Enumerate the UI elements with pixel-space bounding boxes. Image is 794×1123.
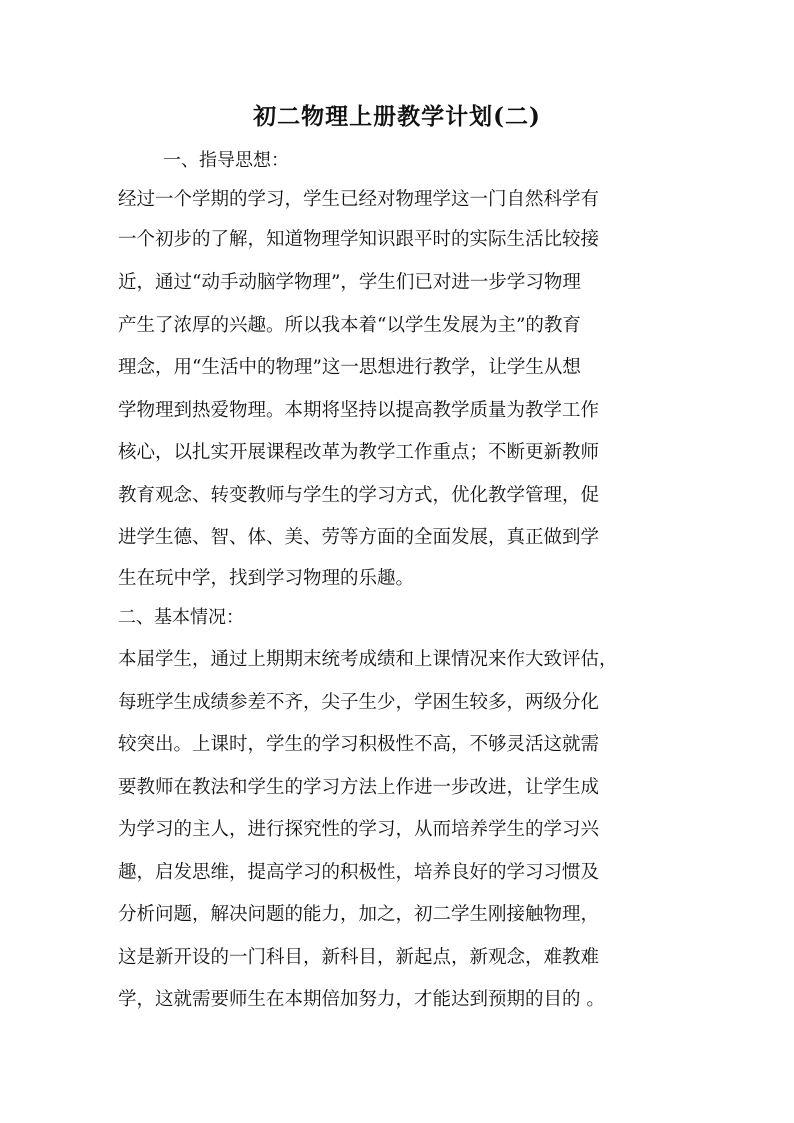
paragraph-line: 近，通过“动手动脑学物理”，学生们已对进一步学习物理 <box>118 272 581 293</box>
paragraph-line: 学物理到热爱物理。本期将坚持以提高教学质量为教学工作 <box>118 400 600 421</box>
paragraph-line: 核心，以扎实开展课程改革为教学工作重点；不断更新教师 <box>118 442 600 463</box>
paragraph-line: 本届学生，通过上期期末统考成绩和上课情况来作大致评估， <box>118 649 618 670</box>
paragraph-line: 一个初步的了解，知道物理学知识跟平时的实际生活比较接 <box>118 229 600 250</box>
paragraph-line: 每班学生成绩参差不齐，尖子生少，学困生较多，两级分化 <box>118 692 600 713</box>
paragraph-line: 学，这就需要师生在本期倍加努力，才能达到预期的目的 。 <box>118 989 605 1010</box>
paragraph-line: 生在玩中学，找到学习物理的乐趣。 <box>118 568 415 589</box>
paragraph-line: 教育观念、转变教师与学生的学习方式，优化教学管理，促 <box>118 485 600 506</box>
section1-heading: 一、指导思想： <box>163 150 289 171</box>
paragraph-line: 经过一个学期的学习，学生已经对物理学这一门自然科学有 <box>118 189 600 210</box>
paragraph-line: 理念，用“生活中的物理”这一思想进行教学，让学生从想 <box>118 357 581 378</box>
paragraph-line: 分析问题，解决问题的能力，加之，初二学生刚接触物理， <box>118 904 600 925</box>
paragraph-line: 较突出。上课时，学生的学习积极性不高，不够灵活这就需 <box>118 734 600 755</box>
paragraph-line: 要教师在教法和学生的学习方法上作进一步改进，让学生成 <box>118 777 600 798</box>
paragraph-line: 趣，启发思维，提高学习的积极性，培养良好的学习习惯及 <box>118 862 600 883</box>
document-title: 初二物理上册教学计划(二) <box>253 103 541 130</box>
paragraph-line: 为学习的主人，进行探究性的学习，从而培养学生的学习兴 <box>118 819 600 840</box>
section2-heading: 二、基本情况： <box>118 607 244 628</box>
paragraph-line: 这是新开设的一门科目，新科目，新起点，新观念，难教难 <box>118 947 600 968</box>
paragraph-line: 进学生德、智、体、美、劳等方面的全面发展，真正做到学 <box>118 527 600 548</box>
paragraph-line: 产生了浓厚的兴趣。所以我本着“以学生发展为主”的教育 <box>118 315 581 336</box>
